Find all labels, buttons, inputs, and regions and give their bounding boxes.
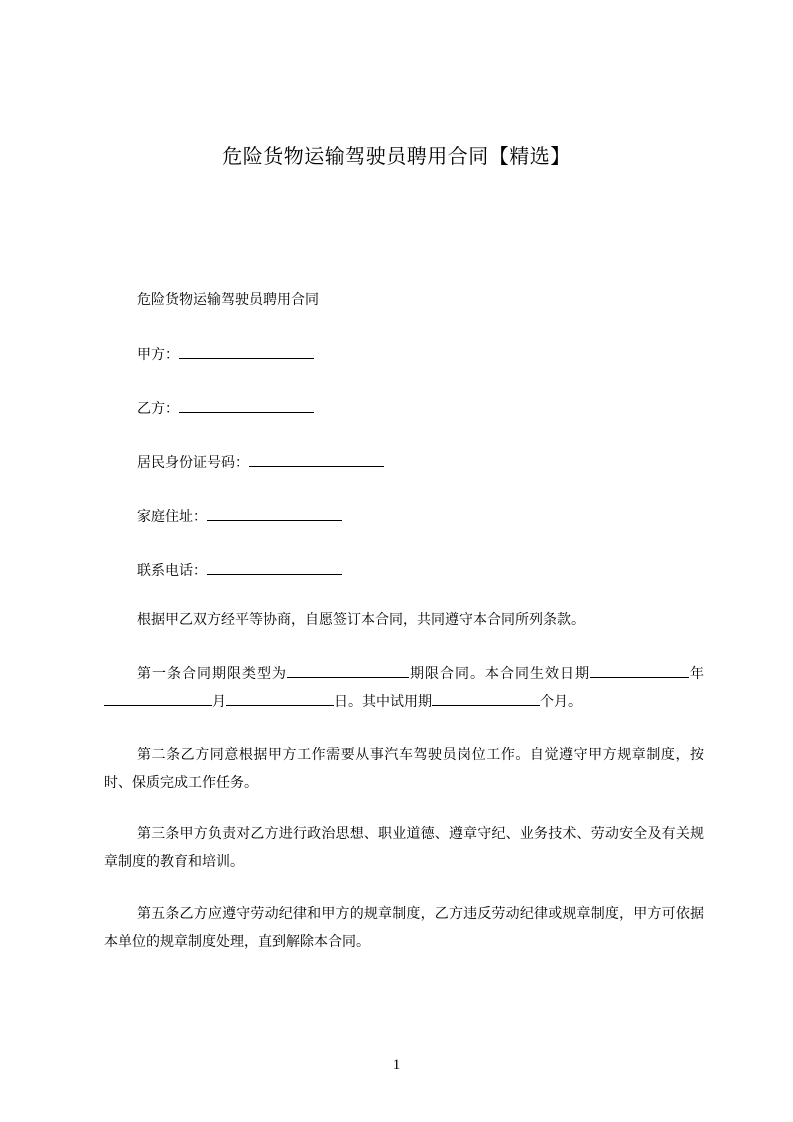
contract-subtitle: 危险货物运输驾驶员聘用合同 bbox=[137, 292, 319, 308]
party-b-blank bbox=[179, 398, 314, 413]
article-1-text-4: 月 bbox=[212, 694, 226, 710]
article-5-paragraph: 第五条乙方应遵守劳动纪律和甲方的规章制度，乙方违反劳动纪律或规章制度，甲方可依据本单位的规章制度处理，直到解除本合同。 bbox=[104, 906, 704, 950]
contract-type-blank bbox=[287, 663, 409, 678]
address-label: 家庭住址： bbox=[137, 509, 207, 525]
address-field bbox=[137, 506, 342, 527]
party-a-label: 甲方： bbox=[137, 347, 179, 363]
id-number-label: 居民身份证号码： bbox=[137, 455, 249, 471]
article-1-text-2: 期限合同。本合同生效日期 bbox=[409, 666, 590, 682]
party-b-field bbox=[137, 398, 314, 419]
article-1-paragraph bbox=[104, 660, 704, 716]
effective-year-blank-b bbox=[655, 663, 689, 678]
phone-blank bbox=[207, 560, 342, 575]
intro-paragraph: 根据甲乙双方经平等协商，自愿签订本合同，共同遵守本合同所列条款。 bbox=[137, 612, 585, 628]
phone-field bbox=[137, 560, 342, 581]
article-2-paragraph: 第二条乙方同意根据甲方工作需要从事汽车驾驶员岗位工作。自觉遵守甲方规章制度，按时、保质完成工作任务。 bbox=[104, 747, 704, 791]
phone-label: 联系电话： bbox=[137, 563, 207, 579]
party-a-field bbox=[137, 344, 314, 365]
id-number-field bbox=[137, 452, 384, 473]
party-a-blank bbox=[179, 344, 314, 359]
page-number: 1 bbox=[392, 1057, 401, 1073]
article-1-text-6: 个月。 bbox=[540, 694, 582, 710]
probation-blank bbox=[432, 691, 540, 706]
article-1-text-1: 第一条合同期限类型为 bbox=[137, 666, 287, 682]
effective-month-blank bbox=[104, 691, 212, 706]
address-blank bbox=[207, 506, 342, 521]
effective-day-blank bbox=[226, 691, 334, 706]
article-1-text-3: 年 bbox=[689, 666, 704, 682]
article-1-text-5: 日。其中试用期 bbox=[334, 694, 432, 710]
document-title: 危险货物运输驾驶员聘用合同【精选】 bbox=[222, 144, 571, 168]
party-b-label: 乙方： bbox=[137, 401, 179, 417]
id-number-blank bbox=[249, 452, 384, 467]
article-3-paragraph: 第三条甲方负责对乙方进行政治思想、职业道德、遵章守纪、业务技术、劳动安全及有关规章制度的教育和培训。 bbox=[104, 826, 704, 870]
